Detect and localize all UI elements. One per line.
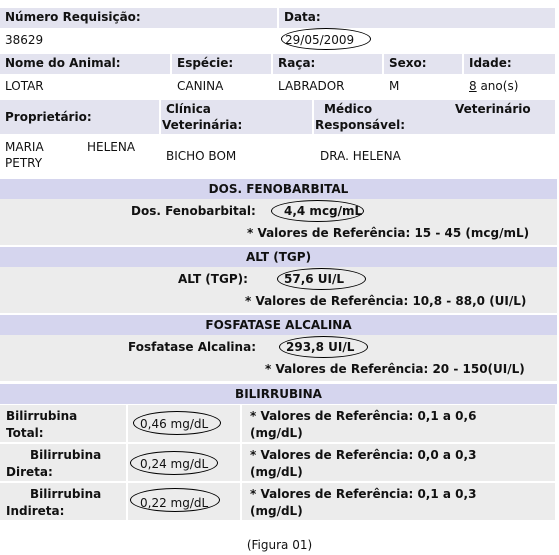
- bilirrubina-indireta-reference-unit: (mg/dL): [250, 504, 303, 518]
- bilirrubina-indireta-label-line2: Indireta:: [6, 504, 65, 518]
- fenobarbital-section-header: [0, 179, 557, 199]
- owner-label-row: [0, 100, 557, 134]
- alt-section-title: ALT (TGP): [245, 250, 312, 264]
- date-value: 29/05/2009: [285, 33, 355, 47]
- header-value-row: [0, 28, 557, 52]
- bilirrubina-total-value: 0,46 mg/dL: [140, 417, 209, 431]
- bilirrubina-total-row: [0, 405, 557, 442]
- vet-label-line1: Médico: [324, 102, 373, 116]
- bilirrubina-total-label-line1: Bilirrubina: [6, 409, 78, 423]
- alt-value: 57,6 UI/L: [284, 272, 345, 286]
- bilirrubina-indireta-row: [0, 483, 557, 520]
- bilirrubina-indireta-circle-annotation: [130, 488, 220, 512]
- animal-name: LOTAR: [5, 79, 44, 93]
- clinic-label-line1: Clínica: [166, 102, 211, 116]
- owner-name-1: MARIA: [5, 140, 44, 154]
- fosfatase-value: 293,8 UI/L: [286, 340, 355, 354]
- bilirrubina-total-label-line2: Total:: [6, 426, 44, 440]
- alt-circle-annotation: [277, 268, 366, 290]
- fenobarbital-value: 4,4 mcg/mL: [284, 204, 363, 218]
- bilirrubina-direta-reference-unit: (mg/dL): [250, 465, 303, 479]
- bilirrubina-section-title: BILIRRUBINA: [235, 387, 322, 401]
- fenobarbital-circle-annotation: [271, 200, 364, 222]
- bilirrubina-total-reference: * Valores de Referência: 0,1 a 0,6: [250, 409, 477, 423]
- requisition-number: 38629: [5, 33, 44, 47]
- bilirrubina-direta-reference: * Valores de Referência: 0,0 a 0,3: [250, 448, 477, 462]
- breed-value: LABRADOR: [278, 79, 345, 93]
- fosfatase-circle-annotation: [279, 336, 368, 358]
- age-unit: ano(s): [476, 79, 519, 93]
- header-label-row: [0, 8, 557, 28]
- fenobarbital-section-title: DOS. FENOBARBITAL: [208, 182, 349, 196]
- bilirrubina-direta-value: 0,24 mg/dL: [140, 457, 209, 471]
- owner-label: Proprietário:: [5, 110, 92, 124]
- date-circle-annotation: [281, 28, 371, 50]
- owner-name-3: PETRY: [5, 156, 43, 170]
- bilirrubina-direta-label-line1: Bilirrubina: [30, 448, 102, 462]
- owner-value-row: [0, 136, 557, 172]
- bilirrubina-total-circle-annotation: [133, 411, 221, 435]
- bilirrubina-direta-circle-annotation: [130, 451, 218, 475]
- fenobarbital-result: [0, 199, 557, 245]
- alt-reference: * Valores de Referência: 10,8 - 88,0 (UI/L): [245, 294, 527, 308]
- animal-name-label: Nome do Animal:: [5, 56, 121, 70]
- figure-caption: (Figura 01): [246, 538, 313, 552]
- species-value: CANINA: [177, 79, 224, 93]
- bilirrubina-section-header: [0, 384, 557, 404]
- vet-label-line3: Responsável:: [315, 118, 406, 132]
- fosfatase-section-header: [0, 315, 557, 335]
- clinic-value: BICHO BOM: [166, 149, 237, 163]
- age-label: Idade:: [469, 56, 512, 70]
- fenobarbital-reference: * Valores de Referência: 15 - 45 (mcg/mL): [247, 226, 530, 240]
- fosfatase-reference: * Valores de Referência: 20 - 150(UI/L): [265, 362, 525, 376]
- vet-label-line2: Veterinário: [455, 102, 531, 116]
- vet-value: DRA. HELENA: [320, 149, 401, 163]
- bilirrubina-indireta-value: 0,22 mg/dL: [140, 496, 209, 510]
- bilirrubina-direta-label-line2: Direta:: [6, 465, 53, 479]
- fenobarbital-label: Dos. Fenobarbital:: [131, 204, 256, 218]
- age-number: 8: [469, 79, 477, 93]
- breed-label: Raça:: [278, 56, 316, 70]
- date-label: Data:: [284, 10, 321, 24]
- sex-label: Sexo:: [389, 56, 427, 70]
- bilirrubina-indireta-label-line1: Bilirrubina: [30, 487, 102, 501]
- animal-label-row: [0, 54, 557, 74]
- sex-value: M: [389, 79, 400, 93]
- fosfatase-result: [0, 335, 557, 381]
- fosfatase-section-title: FOSFATASE ALCALINA: [205, 318, 352, 332]
- fosfatase-label: Fosfatase Alcalina:: [128, 340, 256, 354]
- requisition-label: Número Requisição:: [5, 10, 141, 24]
- clinic-label-line2: Veterinária:: [162, 118, 243, 132]
- alt-result: [0, 267, 557, 313]
- owner-name-2: HELENA: [87, 140, 136, 154]
- alt-label: ALT (TGP):: [178, 272, 248, 286]
- bilirrubina-direta-row: [0, 444, 557, 481]
- animal-value-row: [0, 74, 557, 98]
- alt-section-header: [0, 247, 557, 267]
- bilirrubina-total-reference-unit: (mg/dL): [250, 426, 303, 440]
- species-label: Espécie:: [177, 56, 234, 70]
- bilirrubina-indireta-reference: * Valores de Referência: 0,1 a 0,3: [250, 487, 477, 501]
